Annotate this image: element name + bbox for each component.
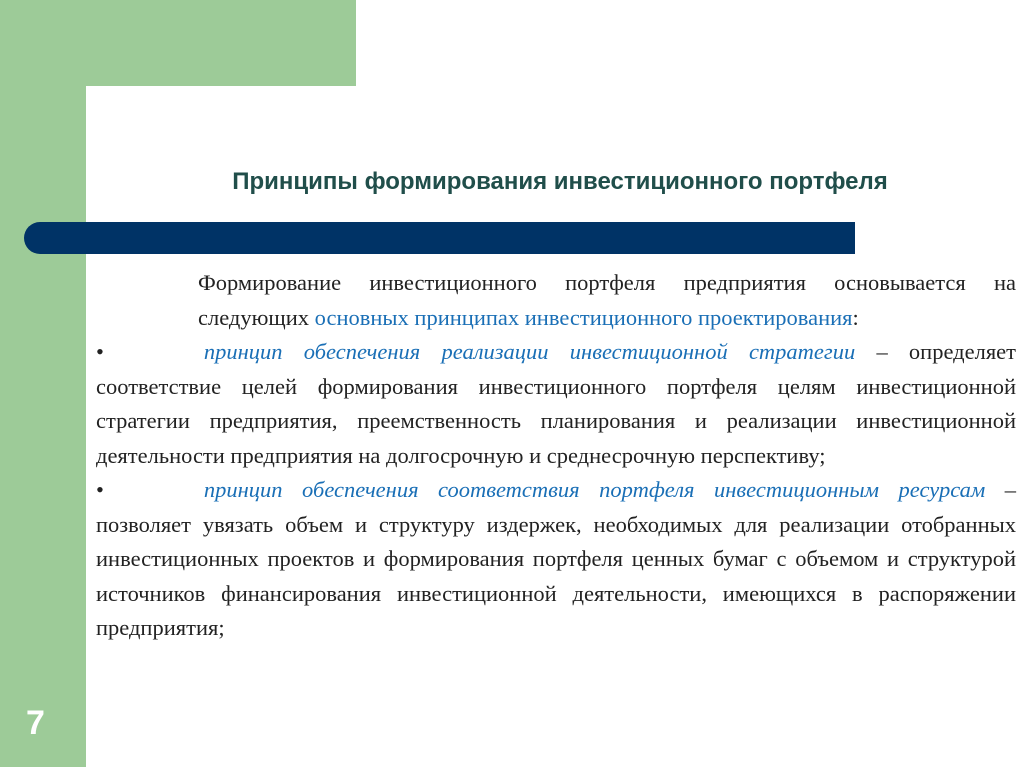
decorative-rounded-corner xyxy=(86,86,166,166)
intro-highlight: основных принципах инвестиционного проектирования xyxy=(314,304,853,330)
page-number: 7 xyxy=(26,704,45,742)
bullet-item-2 xyxy=(96,473,1016,646)
intro-paragraph xyxy=(96,266,1016,335)
intro-tail: : xyxy=(852,304,859,330)
title-divider-bar xyxy=(24,222,855,254)
decorative-green-top xyxy=(0,0,356,86)
decorative-green-side xyxy=(0,0,86,767)
bullet-marker: • xyxy=(96,339,104,364)
bullet-description: – определяет соответствие целей формирования инвестиционного портфеля целям инвестиционной стратегии предприятия, преемственность планирования и реализации инвестиционной деятельности предприятия на долгосрочную и среднесрочную перспективу; xyxy=(96,339,1016,468)
slide-title: Принципы формирования инвестиционного портфеля xyxy=(232,168,888,195)
bullet-principle-name: принцип обеспечения реализации инвестиционной стратегии xyxy=(203,339,856,364)
intro-lead: Формирование инвестиционного портфеля предприятия основывается на следующих xyxy=(198,270,1016,330)
bullet-item-1 xyxy=(96,335,1016,473)
slide-body xyxy=(96,266,1016,646)
bullet-description: – позволяет увязать объем и структуру издержек, необходимых для реализации отобранных инвестиционных проектов и формирования портфеля ценных бумаг с объемом и структурой источников финансирования инвестиционной деятельности, имеющихся в распоряжении предприятия; xyxy=(96,477,1016,640)
bullet-principle-name: принцип обеспечения соответствия портфеля инвестиционным ресурсам xyxy=(203,477,986,502)
bullet-marker: • xyxy=(96,477,104,502)
